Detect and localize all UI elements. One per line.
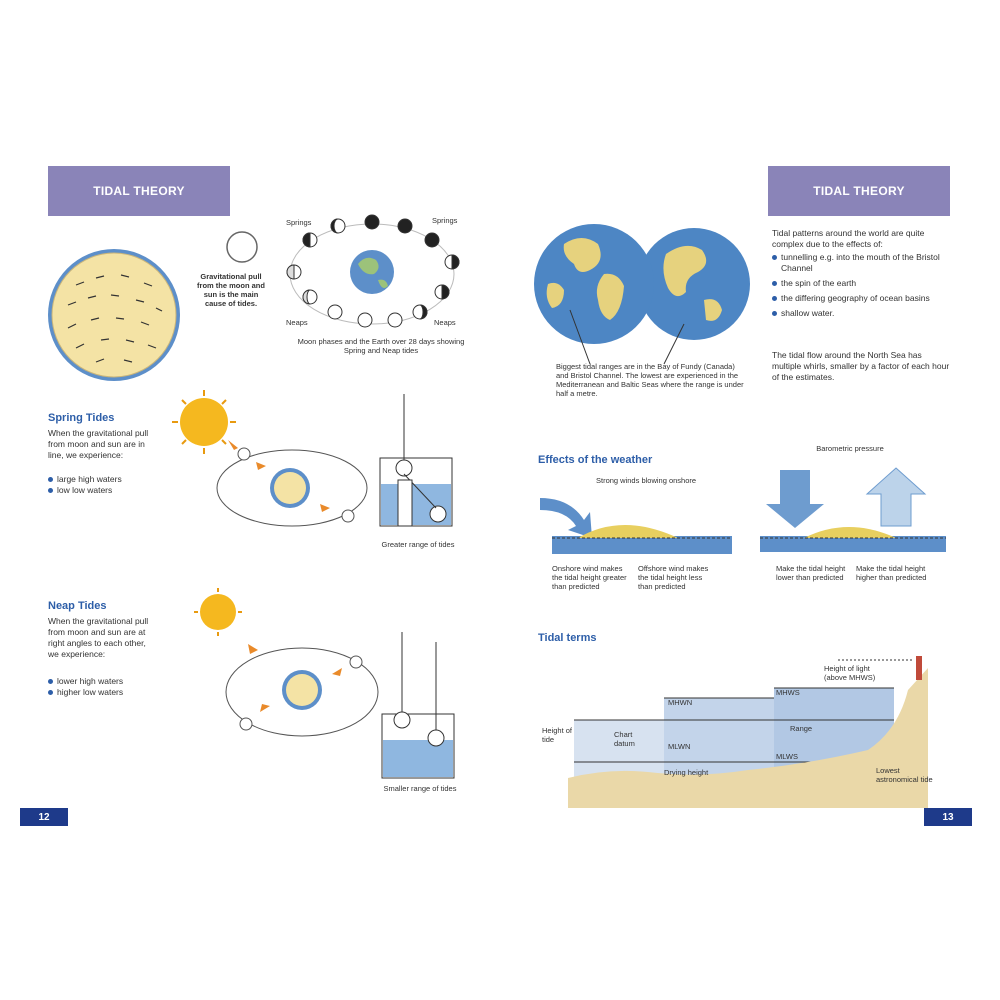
pressure-label: Barometric pressure <box>816 444 884 453</box>
neap-tides-text: When the gravitational pull from moon and sun are at right angles to each other, we experience: <box>48 616 149 659</box>
neap-range-diagram <box>378 632 458 782</box>
term-drying-height: Drying height <box>664 768 709 777</box>
left-banner: TIDAL THEORY <box>48 166 230 216</box>
list-item: tunnelling e.g. into the mouth of the Bristol Channel <box>772 252 952 274</box>
neap-tides-list <box>48 676 156 698</box>
right-intro: Tidal patterns around the world are quite complex due to the effects of: <box>772 228 925 249</box>
term-range: Range <box>790 724 813 733</box>
right-intro-end: The tidal flow around the North Sea has multiple whirls, smaller by a factor of each hour of the estimates. <box>772 350 950 382</box>
spring-range-diagram <box>376 394 456 534</box>
weather-caption-1: Onshore wind makes the tidal height greater than predicted <box>552 564 627 591</box>
list-item: the differing geography of ocean basins <box>772 293 952 304</box>
spring-range-caption: Greater range of tides <box>381 540 455 549</box>
right-bullets <box>772 252 952 319</box>
orbit-label-springs-left: Springs <box>286 218 312 227</box>
weather-caption-2: Offshore wind makes the tidal height less than predicted <box>638 564 709 591</box>
orbit-caption: Moon phases and the Earth over 28 days showing Spring and Neap tides <box>297 337 465 355</box>
spring-tides-diagram <box>172 388 372 538</box>
world-globes-illustration <box>534 214 754 364</box>
spring-tides-list <box>48 474 156 496</box>
weather-caption-4: Make the tidal height higher than predicted <box>856 564 927 582</box>
globe-caption: Biggest tidal ranges are in the Bay of Fundy (Canada) and Bristol Channel. The lowest are experienced in the Mediterranean and Baltic Seas where the range is under half a metre. <box>556 362 744 398</box>
page-number-right: 13 <box>924 808 972 826</box>
list-item: large high waters <box>48 474 156 485</box>
page-number-left: 12 <box>20 808 68 826</box>
wind-label: Strong winds blowing onshore <box>596 476 697 485</box>
term-mlws: MLWS <box>776 752 798 761</box>
pressure-effect-diagram <box>756 464 946 554</box>
orbit-label-springs-right: Springs <box>432 216 458 225</box>
tide-globe-illustration <box>46 250 186 390</box>
tidal-terms-heading: Tidal terms <box>538 632 597 644</box>
spring-tides-text: When the gravitational pull from moon and sun are in line, we experience: <box>48 428 149 460</box>
neap-tides-heading: Neap Tides <box>48 600 107 612</box>
right-banner: TIDAL THEORY <box>768 166 950 216</box>
weather-caption-3: Make the tidal height lower than predicted <box>776 564 846 582</box>
term-height-of-tide: Height of tide <box>542 726 573 744</box>
term-mhws: MHWS <box>776 688 800 697</box>
term-mlwn: MLWN <box>668 742 691 751</box>
list-item: lower high waters <box>48 676 156 687</box>
list-item: low low waters <box>48 485 156 496</box>
term-mhwn: MHWN <box>668 698 693 707</box>
term-height-above: Height of light (above MHWS) <box>824 664 876 682</box>
orbit-label-neaps-left: Neaps <box>286 318 308 327</box>
neap-range-caption: Smaller range of tides <box>383 784 457 793</box>
list-item: the spin of the earth <box>772 278 952 289</box>
gravity-caption: Gravitational pull from the moon and sun is the main cause of tides. <box>197 272 265 308</box>
list-item: higher low waters <box>48 687 156 698</box>
term-chart-datum: Chart datum <box>614 730 635 748</box>
moon-icon <box>225 230 261 266</box>
neap-tides-diagram <box>196 588 396 748</box>
sun-icon <box>194 588 242 636</box>
list-item: shallow water. <box>772 308 952 319</box>
spring-tides-heading: Spring Tides <box>48 412 115 424</box>
wind-effect-diagram <box>538 486 738 556</box>
term-lowest-tide: Lowest astronomical tide <box>876 766 933 784</box>
weather-heading: Effects of the weather <box>538 454 653 466</box>
sun-icon <box>172 390 236 454</box>
orbit-label-neaps-right: Neaps <box>434 318 456 327</box>
